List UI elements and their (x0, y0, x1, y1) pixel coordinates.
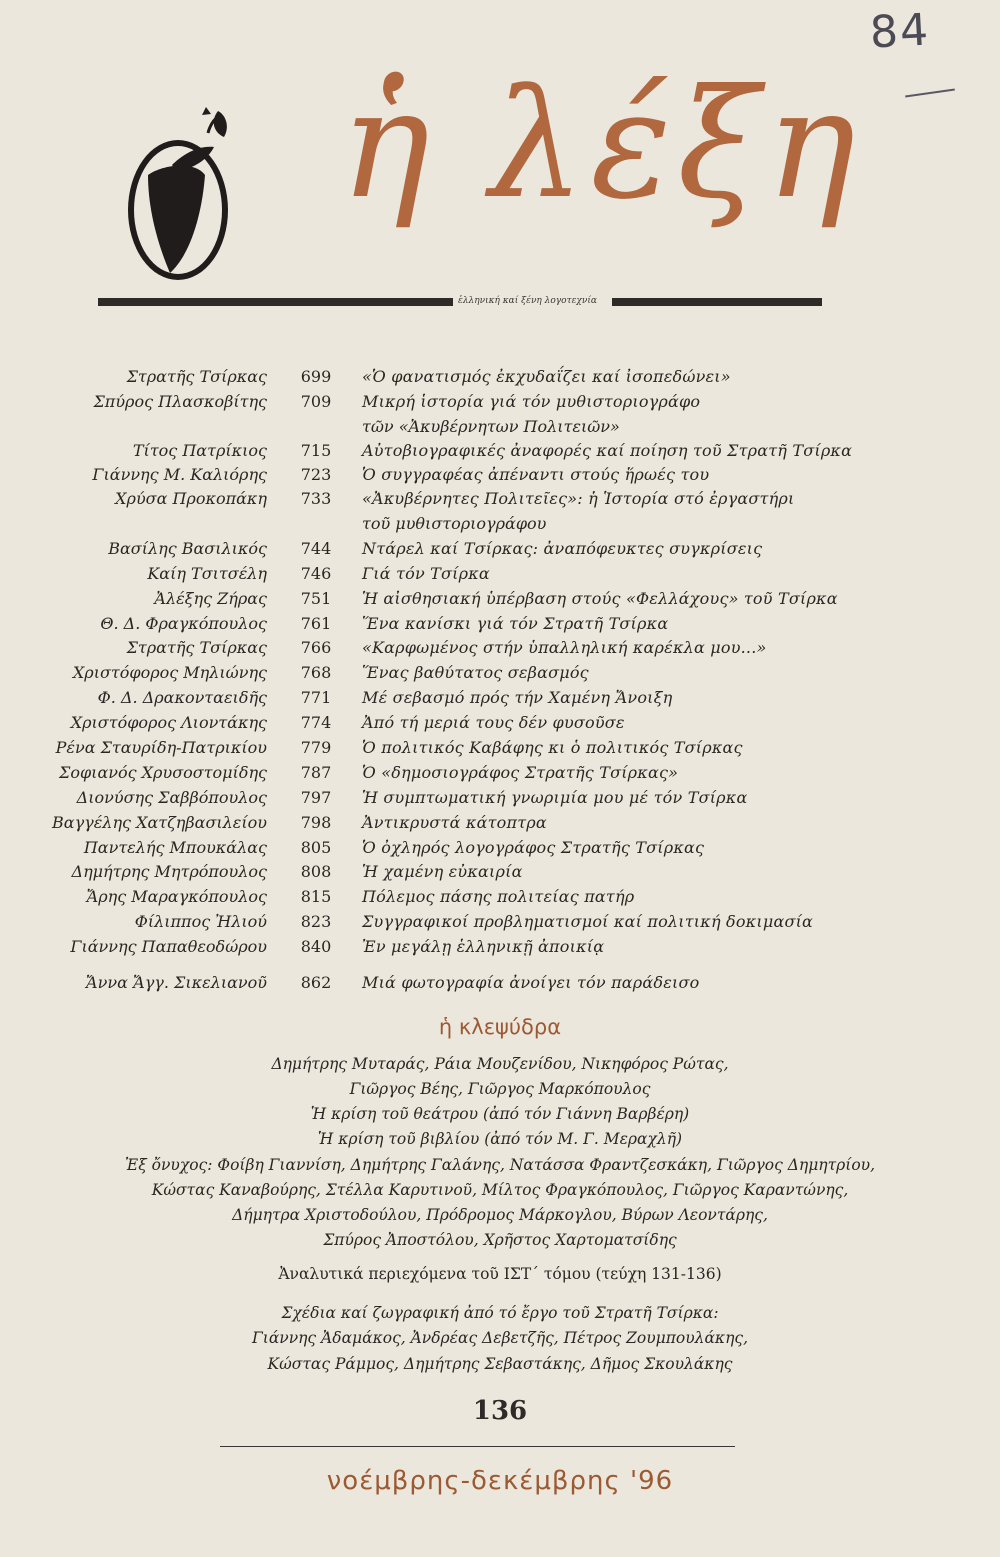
toc-page-number: 761 (300, 614, 332, 633)
toc-page-number: 823 (300, 912, 332, 931)
toc-author: Καίη Τσιτσέλη (147, 564, 267, 583)
toc-entry (0, 489, 1000, 533)
toc-page-number: 699 (300, 367, 332, 386)
toc-author: Στρατῆς Τσίρκας (126, 638, 267, 657)
toc-entry (0, 564, 1000, 590)
toc-author: Ἄννα Ἄγγ. Σικελιανοῦ (85, 973, 267, 992)
masthead-tagline: ἑλληνική καί ξένη λογοτεχνία (458, 296, 597, 306)
exonon-line: Ἐξ ὄνυχος: Φοίβη Γιαννίση, Δημήτρης Γαλάνης, Νατάσσα Φραντζεσκάκη, Γιῶργος Δημητρίου, (124, 1156, 876, 1174)
klepsydra-names: Δημήτρης Μυταράς, Ράια Μουζενίδου, Νικηφόρος Ρώτας, (271, 1055, 729, 1073)
toc-entry (0, 912, 1000, 938)
toc-page-number: 798 (300, 813, 332, 832)
toc-page-number: 774 (300, 713, 332, 732)
toc-title-continued: τῶν «Ἀκυβέρνητων Πολιτειῶν» (362, 417, 620, 436)
bottom-divider (220, 1446, 735, 1447)
toc-author: Ρένα Σταυρίδη-Πατρικίου (55, 738, 267, 757)
toc-title: Ὁ «δημοσιογράφος Στρατῆς Τσίρκας» (362, 763, 679, 782)
klepsydra-heading: ἡ κλεψύδρα (438, 1015, 562, 1039)
toc-title: Γιά τόν Τσίρκα (362, 564, 490, 583)
toc-title: «Ὁ φανατισμός ἐκχυδαΐζει καί ἰσοπεδώνει» (362, 367, 731, 386)
toc-entry (0, 688, 1000, 714)
toc-author: Βαγγέλης Χατζηβασιλείου (52, 813, 267, 832)
toc-author: Ἄρης Μαραγκόπουλος (86, 887, 267, 906)
toc-title: «Ἀκυβέρνητες Πολιτεῖες»: ἡ Ἱστορία στό ἐργαστήρι (362, 489, 795, 508)
drawings-credit-line: Κώστας Ράμμος, Δημήτρης Σεβαστάκης, Δῆμος Σκουλάκης (267, 1355, 733, 1373)
toc-author: Ἀλέξης Ζήρας (154, 589, 267, 608)
volume-contents-line: Ἀναλυτικά περιεχόμενα τοῦ ΙΣΤ´ τόμου (τεύχη 131-136) (278, 1265, 722, 1283)
toc-title: Μιά φωτογραφία ἀνοίγει τόν παράδεισο (362, 973, 700, 992)
toc-entry (0, 392, 1000, 436)
masthead-rule-right (612, 298, 822, 306)
toc-entry (0, 973, 1000, 999)
toc-author: Γιάννης Μ. Καλιόρης (92, 465, 267, 484)
toc-author: Φίλιππος Ἠλιού (134, 912, 267, 931)
toc-title: Μέ σεβασμό πρός τήν Χαμένη Ἄνοιξη (362, 688, 673, 707)
toc-entry (0, 887, 1000, 913)
toc-page-number: 723 (300, 465, 332, 484)
toc-page-number: 768 (300, 663, 332, 682)
toc-page-number: 805 (300, 838, 332, 857)
masthead-title: ἡ λέξη (340, 58, 862, 232)
toc-page-number: 797 (300, 788, 332, 807)
toc-title: Αὐτοβιογραφικές ἀναφορές καί ποίηση τοῦ Στρατῆ Τσίρκα (362, 441, 853, 460)
toc-author: Διονύσης Σαββόπουλος (76, 788, 267, 807)
toc-entry (0, 589, 1000, 615)
toc-title: Ἡ αἰσθησιακή ὑπέρβαση στούς «Φελλάχους» τοῦ Τσίρκα (362, 589, 838, 608)
toc-title: Ἕνας βαθύτατος σεβασμός (362, 663, 589, 682)
toc-page-number: 715 (300, 441, 332, 460)
toc-title: Ἕνα κανίσκι γιά τόν Στρατῆ Τσίρκα (362, 614, 669, 633)
toc-entry (0, 788, 1000, 814)
theatre-review-line: Ἡ κρίση τοῦ θεάτρου (ἀπό τόν Γιάννη Βαρβέρη) (310, 1105, 690, 1123)
toc-author: Σπύρος Πλασκοβίτης (93, 392, 267, 411)
toc-entry (0, 937, 1000, 963)
klepsydra-names: Γιῶργος Βέης, Γιῶργος Μαρκόπουλος (349, 1080, 651, 1098)
toc-page-number: 733 (300, 489, 332, 508)
toc-title: Ἐν μεγάλῃ ἑλληνικῇ ἀποικίᾳ (362, 937, 605, 956)
toc-entry (0, 663, 1000, 689)
toc-page-number: 808 (300, 862, 332, 881)
toc-entry (0, 763, 1000, 789)
toc-title: Ἡ συμπτωματική γνωριμία μου μέ τόν Τσίρκα (362, 788, 748, 807)
toc-author: Θ. Δ. Φραγκόπουλος (100, 614, 267, 633)
toc-entry (0, 838, 1000, 864)
toc-entry (0, 713, 1000, 739)
toc-entry (0, 614, 1000, 640)
toc-title: Ὁ ὀχληρός λογογράφος Στρατῆς Τσίρκας (362, 838, 705, 857)
toc-page-number: 751 (300, 589, 332, 608)
toc-page-number: 709 (300, 392, 332, 411)
toc-entry (0, 738, 1000, 764)
handwritten-page-note: 84 (868, 4, 932, 59)
toc-title-continued: τοῦ μυθιστοριογράφου (362, 514, 547, 533)
toc-author: Βασίλης Βασιλικός (108, 539, 267, 558)
toc-title: Ὁ πολιτικός Καβάφης κι ὁ πολιτικός Τσίρκας (362, 738, 743, 757)
toc-author: Χρύσα Προκοπάκη (115, 489, 267, 508)
toc-entry (0, 367, 1000, 393)
toc-page-number: 746 (300, 564, 332, 583)
toc-page-number: 779 (300, 738, 332, 757)
issue-date: νοέμβρης-δεκέμβρης '96 (326, 1466, 674, 1496)
toc-page-number: 744 (300, 539, 332, 558)
masthead-rule-left (98, 298, 453, 306)
toc-title: Συγγραφικοί προβληματισμοί καί πολιτική δοκιμασία (362, 912, 814, 931)
toc-author: Παντελής Μπουκάλας (83, 838, 267, 857)
toc-author: Σοφιανός Χρυσοστομίδης (59, 763, 267, 782)
toc-author: Χριστόφορος Λιοντάκης (70, 713, 267, 732)
toc-author: Τίτος Πατρίκιος (132, 441, 267, 460)
toc-page-number: 815 (300, 887, 332, 906)
toc-entry (0, 441, 1000, 467)
toc-entry (0, 539, 1000, 565)
toc-author: Γιάννης Παπαθεοδώρου (70, 937, 267, 956)
toc-title: «Καρφωμένος στήν ὑπαλληλική καρέκλα μου...» (362, 638, 767, 657)
toc-title: Ἡ χαμένη εὐκαιρία (362, 862, 523, 881)
issue-number: 136 (472, 1396, 528, 1426)
handwritten-stroke (905, 89, 955, 98)
toc-page-number: 771 (300, 688, 332, 707)
toc-page-number: 862 (300, 973, 332, 992)
toc-author: Φ. Δ. Δρακονταειδῆς (97, 688, 267, 707)
magazine-logo-icon (110, 105, 250, 285)
book-review-line: Ἡ κρίση τοῦ βιβλίου (ἀπό τόν Μ. Γ. Μεραχλῆ) (317, 1130, 683, 1148)
toc-title: Ὁ συγγραφέας ἀπέναντι στούς ἥρωές του (362, 465, 710, 484)
exonon-line: Δήμητρα Χριστοδούλου, Πρόδρομος Μάρκογλου, Βύρων Λεοντάρης, (232, 1206, 768, 1224)
toc-entry (0, 862, 1000, 888)
drawings-credit-line: Σχέδια καί ζωγραφική ἀπό τό ἔργο τοῦ Στρατῆ Τσίρκα: (281, 1304, 719, 1322)
toc-page-number: 787 (300, 763, 332, 782)
toc-author: Δημήτρης Μητρόπουλος (71, 862, 267, 881)
toc-title: Ἀντικρυστά κάτοπτρα (362, 813, 547, 832)
toc-page-number: 840 (300, 937, 332, 956)
toc-title: Πόλεμος πάσης πολιτείας πατήρ (362, 887, 635, 906)
toc-author: Στρατῆς Τσίρκας (126, 367, 267, 386)
toc-entry (0, 465, 1000, 491)
toc-page-number: 766 (300, 638, 332, 657)
exonon-line: Κώστας Καναβούρης, Στέλλα Καρυτινοῦ, Μίλτος Φραγκόπουλος, Γιῶργος Καραντώνης, (151, 1181, 849, 1199)
toc-author: Χριστόφορος Μηλιώνης (72, 663, 267, 682)
drawings-credit-line: Γιάννης Ἀδαμάκος, Ἀνδρέας Δεβετζῆς, Πέτρος Ζουμπουλάκης, (252, 1329, 748, 1347)
exonon-line: Σπύρος Ἀποστόλου, Χρῆστος Χαρτοματσίδης (323, 1231, 677, 1249)
toc-title: Ντάρελ καί Τσίρκας: ἀναπόφευκτες συγκρίσεις (362, 539, 763, 558)
toc-title: Μικρή ἱστορία γιά τόν μυθιστοριογράφο (362, 392, 701, 411)
toc-entry (0, 638, 1000, 664)
toc-title: Ἀπό τή μεριά τους δέν φυσοῦσε (362, 713, 625, 732)
toc-entry (0, 813, 1000, 839)
